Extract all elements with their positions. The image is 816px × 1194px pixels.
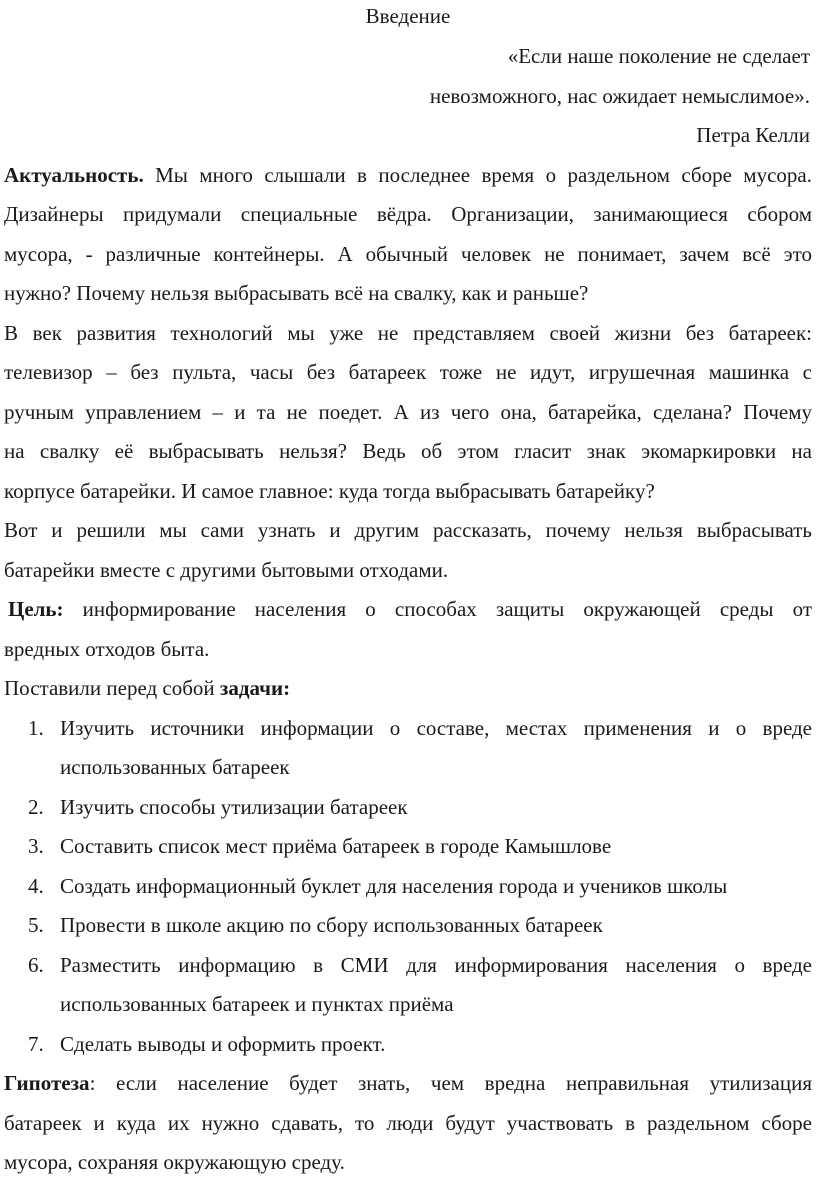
goal-label: Цель: xyxy=(8,597,64,621)
task-number: 1. xyxy=(28,716,44,740)
epigraph-line-2: невозможного, нас ожидает немыслимое». xyxy=(429,84,810,108)
list-item: Изучить источники информации о составе, местах применения и о вреде xyxy=(60,716,812,740)
paragraph2-line-4: на свалку её выбрасывать нельзя? Ведь об этом гласит знак экомаркировки на xyxy=(4,439,812,463)
task-number: 6. xyxy=(28,953,44,977)
task-number: 7. xyxy=(28,1032,44,1056)
list-item: Создать информационный буклет для населения города и учеников школы xyxy=(60,874,728,898)
tasks-intro-text: Поставили перед собой xyxy=(4,676,220,700)
task-number: 3. xyxy=(28,834,44,858)
goal-line-2: вредных отходов быта. xyxy=(4,637,210,661)
goal-text: информирование населения о способах защиты окружающей среды от xyxy=(63,597,812,621)
paragraph2-line-2: телевизор – без пульта, часы без батареек тоже не идут, игрушечная машинка с xyxy=(4,360,812,384)
paragraph2-line-3: ручным управлением – и та не поедет. А из чего она, батарейка, сделана? Почему xyxy=(4,400,812,424)
list-item: Сделать выводы и оформить проект. xyxy=(60,1032,386,1056)
task-number: 4. xyxy=(28,874,44,898)
list-item: Изучить способы утилизации батареек xyxy=(60,795,408,819)
relevance-line-2: Дизайнеры придумали специальные вёдра. Организации, занимающиеся сбором xyxy=(4,202,812,226)
list-item-continuation: использованных батареек и пунктах приёма xyxy=(60,992,454,1016)
list-item: Разместить информацию в СМИ для информирования населения о вреде xyxy=(60,953,812,977)
epigraph-line-1: «Если наше поколение не сделает xyxy=(507,44,810,68)
paragraph3-line-1: Вот и решили мы сами узнать и другим рассказать, почему нельзя выбрасывать xyxy=(4,518,812,542)
task-number: 2. xyxy=(28,795,44,819)
paragraph2-line-1: В век развития технологий мы уже не представляем своей жизни без батареек: xyxy=(4,321,812,345)
hypothesis-line-3: мусора, сохраняя окружающую среду. xyxy=(4,1150,345,1174)
hypothesis-line-2: батареек и куда их нужно сдавать, то люди будут участвовать в раздельном сборе xyxy=(4,1111,812,1135)
list-item-continuation: использованных батареек xyxy=(60,755,290,779)
hypothesis-text: : если население будет знать, чем вредна неправильная утилизация xyxy=(89,1071,812,1095)
page-title: Введение xyxy=(365,4,451,28)
goal-line-1 xyxy=(8,599,812,620)
hypothesis-label: Гипотеза xyxy=(4,1071,90,1095)
relevance-label: Актуальность. xyxy=(4,163,144,187)
hypothesis-line-1 xyxy=(4,1073,812,1094)
tasks-label: задачи: xyxy=(219,676,291,700)
relevance-line-1 xyxy=(4,165,812,186)
task-number: 5. xyxy=(28,913,44,937)
relevance-line-4: нужно? Почему нельзя выбрасывать всё на свалку, как и раньше? xyxy=(4,281,589,305)
list-item: Составить список мест приёма батареек в городе Камышлове xyxy=(60,834,612,858)
paragraph2-line-5: корпусе батарейки. И самое главное: куда тогда выбрасывать батарейку? xyxy=(4,479,655,503)
relevance-text: Мы много слышали в последнее время о раздельном сборе мусора. xyxy=(143,163,812,187)
tasks-intro xyxy=(4,678,290,699)
relevance-line-3: мусора, - различные контейнеры. А обычный человек не понимает, зачем всё это xyxy=(4,242,812,266)
paragraph3-line-2: батарейки вместе с другими бытовыми отходами. xyxy=(4,558,449,582)
epigraph-author: Петра Келли xyxy=(696,123,810,147)
list-item: Провести в школе акцию по сбору использованных батареек xyxy=(60,913,603,937)
